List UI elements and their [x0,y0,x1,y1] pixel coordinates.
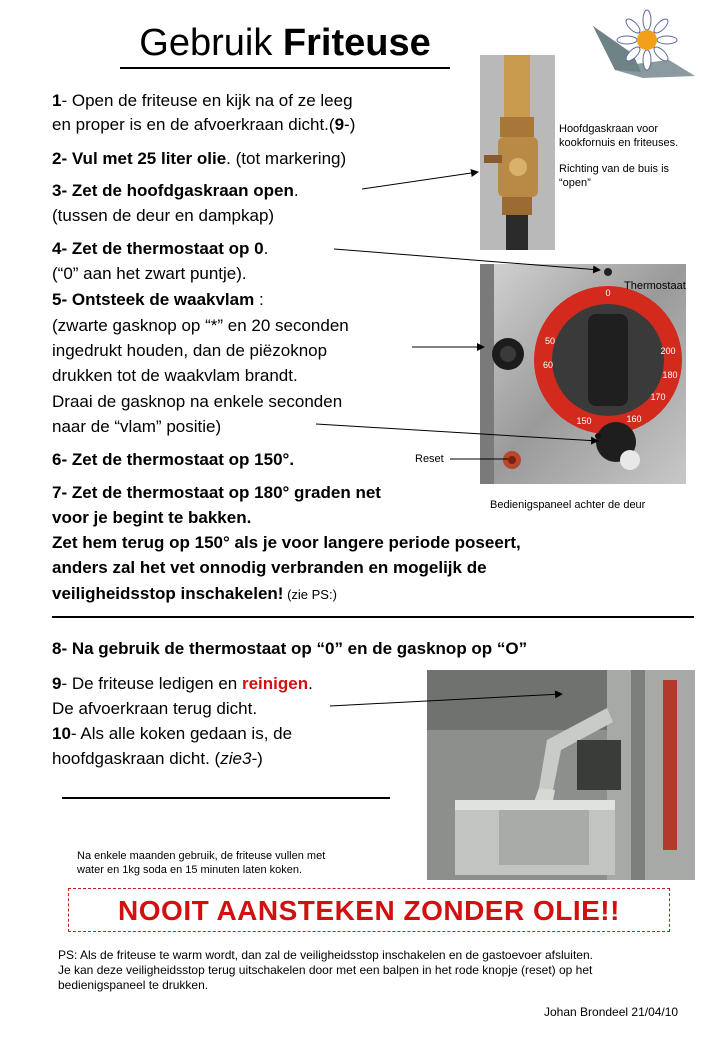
page-title: Gebruik Friteuse [120,22,450,69]
panel-caption: Bedienigspaneel achter de deur [490,499,646,511]
step-2: 2- Vul met 25 liter olie. (tot markering) [52,149,347,168]
footer-author: Johan Brondeel 21/04/10 [544,1005,679,1019]
gas-valve-note: Hoofdgaskraan voor kookfornuis en friteuses. [559,123,679,149]
step-10: 10- Als alle koken gedaan is, de [52,724,293,743]
step-7-line-d: anders zal het vet onnodig verbranden en mogelijk de [52,558,487,577]
step-5-line-e: Draai de gasknop na enkele seconden [52,392,343,411]
step-6: 6- Zet de thermostaat op 150°. [52,450,295,469]
step-3-cont: (tussen de deur en dampkap) [52,206,275,225]
step-7: 7- Zet de thermostaat op 180° graden net [52,483,381,502]
arrow-to-drain-valve [330,694,562,706]
valve-direction-note: Richting van de buis is “open” [559,163,670,189]
step-5-line-f: naar de “vlam” positie) [52,417,222,436]
step-9-cont: De afvoerkraan terug dicht. [52,699,258,718]
step-10-cont: hoofdgaskraan dicht. (zie3-) [52,749,263,768]
step-1-cont: en proper is en de afvoerkraan dicht.(9-) [52,115,356,134]
arrow-to-gas-valve [362,172,478,189]
dial-tick-180: 180 [662,370,678,380]
step-5-line-d: drukken tot de waakvlam brandt. [52,366,298,385]
step-7-line-c: Zet hem terug op 150° als je voor langere periode poseert, [52,533,521,552]
step-1: 1- Open de friteuse en kijk na of ze leeg [52,91,353,110]
dial-tick-200: 200 [660,346,676,356]
dial-tick-170: 170 [650,392,666,402]
step-4-cont: (“0” aan het zwart puntje). [52,264,247,283]
step-9: 9- De friteuse ledigen en reinigen. [52,674,313,693]
step-5-line-b: (zwarte gasknop op “*” en 20 seconden [52,316,349,335]
dial-tick-50: 50 [544,336,556,346]
dial-tick-60: 60 [542,360,554,370]
dial-tick-160: 160 [626,414,642,424]
reset-label: Reset [415,453,444,465]
warning-banner: NOOIT AANSTEKEN ZONDER OLIE!! [68,888,670,932]
step-7-line-e: veiligheidsstop inschakelen! (zie PS:) [52,584,337,603]
thermostat-label: Thermostaat [624,280,686,292]
dial-tick-150: 150 [576,416,592,426]
arrow-to-piezo [316,424,598,441]
step-5-line-c: ingedrukt houden, dan de piëzoknop [52,341,328,360]
arrow-to-thermostat [334,249,600,270]
step-7-cont: voor je begint te bakken. [52,508,252,527]
soda-note: Na enkele maanden gebruik, de friteuse vullen met water en 1kg soda en 15 minuten laten koken. [77,850,326,876]
step-5: 5- Ontsteek de waakvlam : [52,290,264,309]
step-8: 8- Na gebruik de thermostaat op “0” en de gasknop op “O” [52,639,528,658]
dial-tick-0: 0 [605,288,611,298]
step-3: 3- Zet de hoofdgaskraan open. [52,181,299,200]
step-4: 4- Zet de thermostaat op 0. [52,239,269,258]
ps-note: PS: Als de friteuse te warm wordt, dan zal de veiligheidsstop inschakelen en de gastoevoer afsluiten. Je kan deze veiligheidsstop terug uitschakelen door met een balpen in het rode knopje (reset) op het bedienigspaneel te drukken. [58,948,593,992]
